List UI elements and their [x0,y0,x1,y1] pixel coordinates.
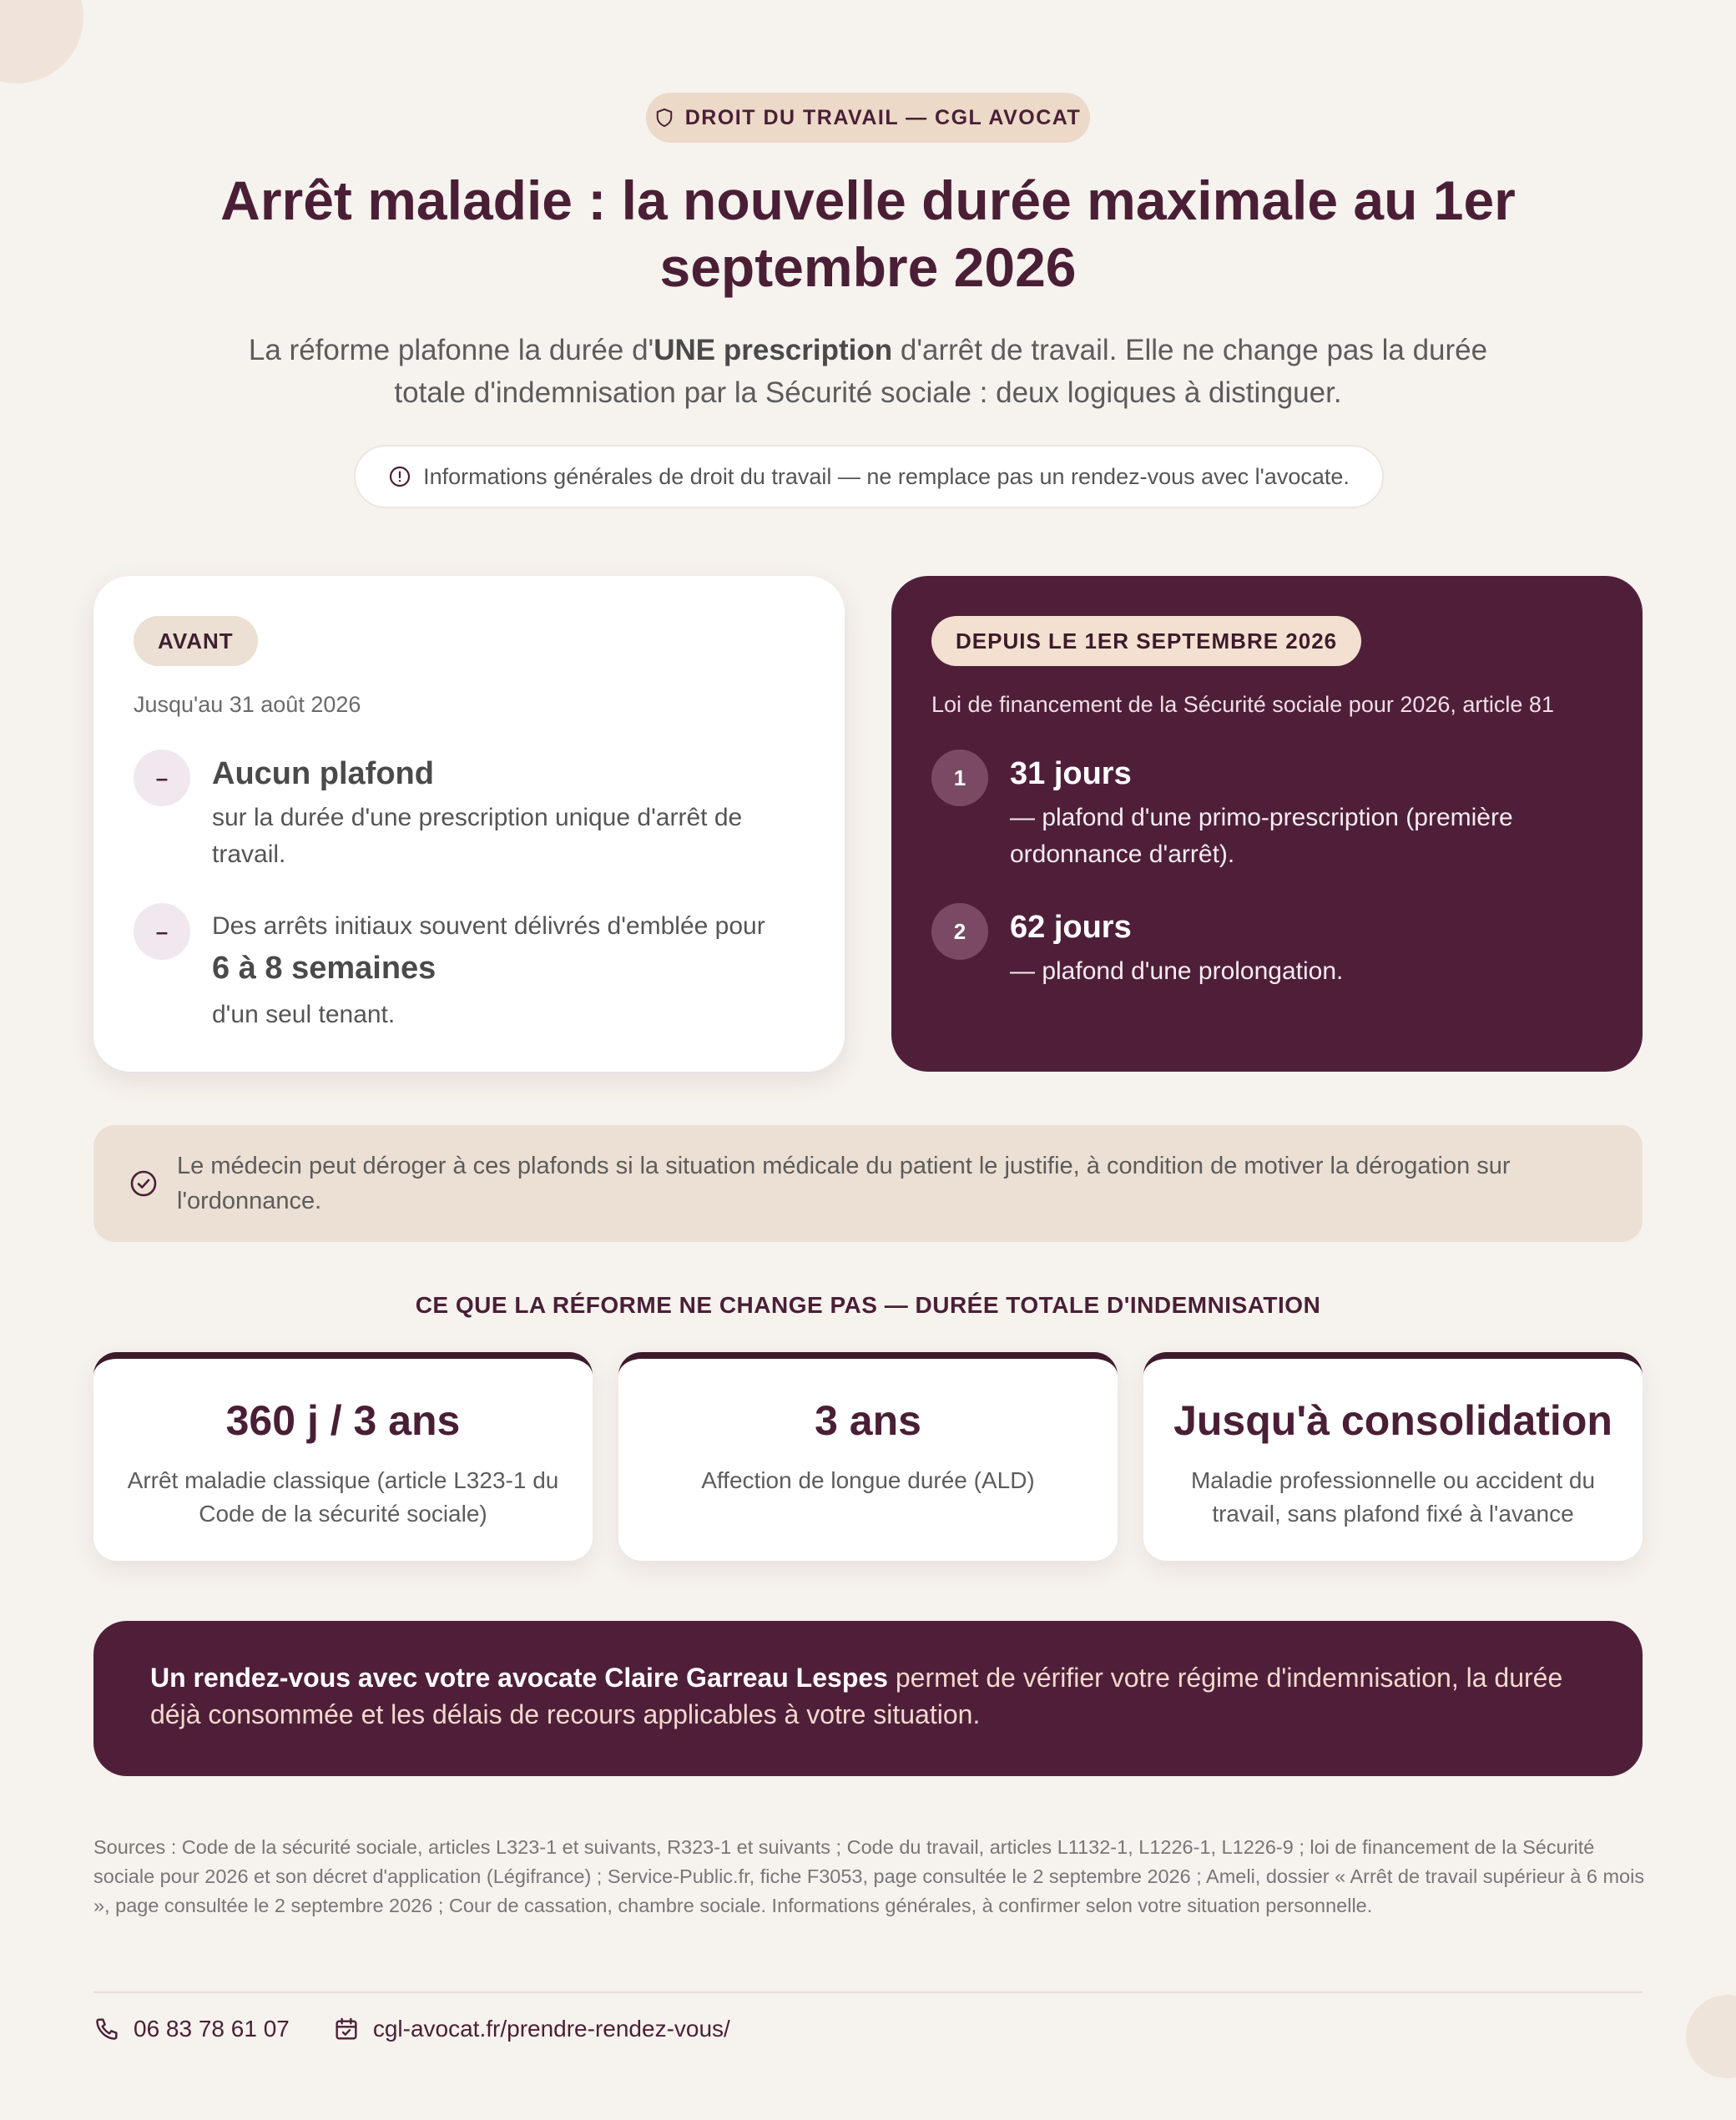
subtitle-post: d'arrêt de travail. Elle ne change pas la durée totale d'indemnisation par la Sécurité sociale : deux logiques à distinguer. [394,334,1488,409]
page-subtitle [217,329,1519,414]
before-item-title: Aucun plafond [212,756,434,791]
unchanged-heading: CE QUE LA RÉFORME NE CHANGE PAS — DURÉE TOTALE D'INDEMNISATION [415,1292,1321,1318]
appointment-cta [93,1621,1643,1776]
after-item [931,903,1602,990]
stat-value: Jusqu'à consolidation [1173,1397,1612,1444]
number-bullet: 2 [931,903,988,960]
dash-bullet: – [134,903,190,960]
cta-emphasis: Un rendez-vous avec votre avocate Claire Garreau Lespes [150,1663,888,1693]
after-legal-basis: Loi de financement de la Sécurité sociale pour 2026, article 81 [931,692,1554,717]
before-item-highlight: 6 à 8 semaines [212,951,437,986]
derogation-text: Le médecin peut déroger à ces plafonds si la situation médicale du patient le justifie, à condition de motiver la dérogation sur l'ordonnance. [177,1153,1511,1214]
after-item-title: 31 jours [1010,756,1132,791]
after-item-text: — plafond d'une prolongation. [1010,957,1344,985]
disclaimer-text: Informations générales de droit du travail — ne remplace pas un rendez-vous avec l'avocate. [423,463,1350,489]
stat-value: 360 j / 3 ans [225,1397,461,1444]
booking-link[interactable] [333,2016,730,2042]
before-pill: AVANT [134,616,258,666]
before-period: Jusqu'au 31 août 2026 [134,692,361,717]
subtitle-emphasis: UNE prescription [654,334,893,366]
before-card [93,576,845,1072]
stat-label: Affection de longue durée (ALD) [701,1467,1035,1493]
before-item [134,903,805,1033]
sources-text: Sources : Code de la sécurité sociale, articles L323-1 et suivants, R323-1 et suivants ; Code du travail, articles L1132-1, L1226-1, L1226-9 ; loi de financement de la Sécurité sociale pour 2026 et son décret d'application (Légifrance) ; Service-Public.fr, fiche F3053, page consultée le 2 septembre 2026 ; Ameli, dossier « Arrêt de travail supérieur à 6 mois », page consultée le 2 septembre 2026 ; Cour de cassation, chambre sociale. Informations générales, à confirmer selon votre situation personnelle. [93,1836,1645,1916]
phone-number: 06 83 78 61 07 [134,2016,290,2042]
cta-text: permet de vérifier votre régime d'indemnisation, la durée déjà consommée et les délais de recours applicables à votre situation. [150,1663,1563,1729]
before-item-tail: d'un seul tenant. [212,1001,396,1028]
after-item [931,750,1602,873]
footer [93,2011,774,2047]
after-pill: DEPUIS LE 1ER SEPTEMBRE 2026 [931,616,1361,666]
before-item-lead: Des arrêts initiaux souvent délivrés d'emblée pour [212,912,765,940]
calendar-icon [333,2016,360,2042]
shield-icon [655,108,674,128]
disclaimer-notice [354,445,1384,508]
category-badge-label: DROIT DU TRAVAIL — CGL AVOCAT [684,105,1082,129]
phone-icon [93,2016,120,2042]
stat-card [1143,1352,1643,1561]
subtitle-pre: La réforme plafonne la durée d' [248,334,654,366]
stat-card [93,1352,593,1561]
after-card [891,576,1643,1072]
dash-bullet: – [134,750,190,806]
after-item-title: 62 jours [1010,910,1132,945]
stat-card [618,1352,1118,1561]
phone-link[interactable] [93,2016,290,2042]
decorative-circle-top-left [0,0,83,83]
info-icon [388,465,411,488]
stat-value: 3 ans [815,1397,921,1444]
category-badge [646,93,1090,143]
before-item-text: sur la durée d'une prescription unique d'arrêt de travail. [212,804,743,868]
check-circle-icon [129,1169,159,1199]
stat-label: Arrêt maladie classique (article L323-1 du Code de la sécurité sociale) [127,1467,559,1527]
after-item-text: — plafond d'une primo-prescription (première ordonnance d'arrêt). [1010,804,1513,868]
stat-label: Maladie professionnelle ou accident du travail, sans plafond fixé à l'avance [1190,1467,1596,1527]
booking-url: cgl-avocat.fr/prendre-rendez-vous/ [372,2016,730,2042]
decorative-circle-bottom-right [1686,1995,1736,2078]
derogation-note [93,1125,1643,1242]
number-bullet: 1 [931,750,988,806]
before-item [134,750,805,873]
footer-divider [93,1991,1643,1993]
page-title: Arrêt maladie : la nouvelle durée maximale au 1er septembre 2026 [220,169,1516,298]
